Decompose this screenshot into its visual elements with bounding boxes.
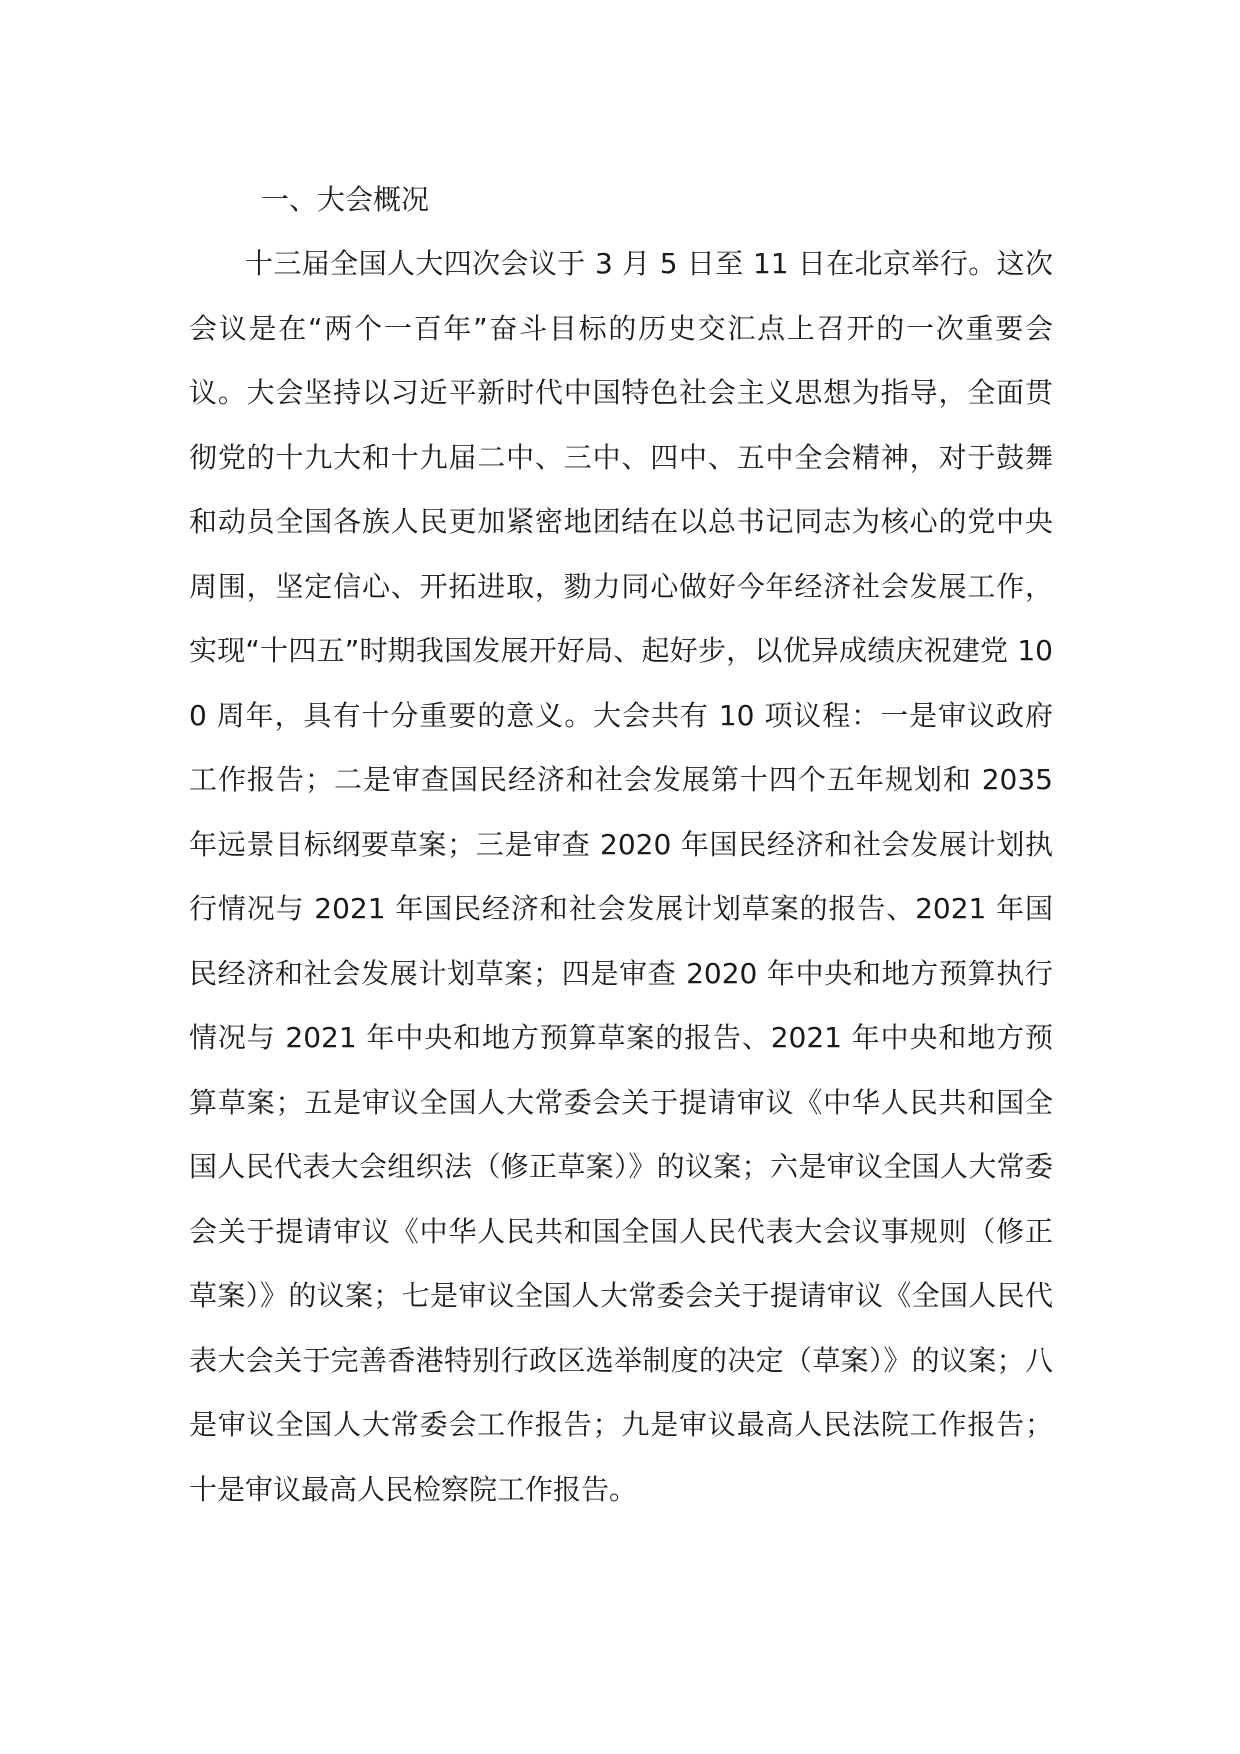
body-paragraph: 十三届全国人大四次会议于 3 月 5 日至 11 日在北京举行。这次会议是在“两个一百年”奋斗目标的历史交汇点上召开的一次重要会议。大会坚持以习近平新时代中国特色社会主义思想为指导，全面贯彻党的十九大和十九届二中、三中、四中、五中全会精神，对于鼓舞和动员全国各族人民更加紧密地团结在以总书记同志为核心的党中央周围，坚定信心、开拓进取，勠力同心做好今年经济社会发展工作，实现“十四五”时期我国发展开好局、起好步，以优异成绩庆祝建党 100 周年，具有十分重要的意义。大会共有 10 项议程：一是审议政府工作报告；二是审查国民经济和社会发展第十四个五年规划和 2035 年远景目标纲要草案；三是审查 2020 年国民经济和社会发展计划执行情况与 2021 年国民经济和社会发展计划草案的报告、2021 年国民经济和社会发展计划草案；四是审查 2020 年中央和地方预算执行情况与 2021 年中央和地方预算草案的报告、2021 年中央和地方预算草案；五是审议全国人大常委会关于提请审议《中华人民共和国全国人民代表大会组织法（修正草案）》的议案；六是审议全国人大常委会关于提请审议《中华人民共和国全国人民代表大会议事规则（修正草案）》的议案；七是审议全国人大常委会关于提请审议《全国人民代表大会关于完善香港特别行政区选举制度的决定（草案）》的议案；八是审议全国人大常委会工作报告；九是审议最高人民法院工作报告；十是审议最高人民检察院工作报告。 (189, 247, 1053, 1506)
document-page (189, 168, 1053, 1522)
section-heading: 一、大会概况 (261, 183, 430, 216)
